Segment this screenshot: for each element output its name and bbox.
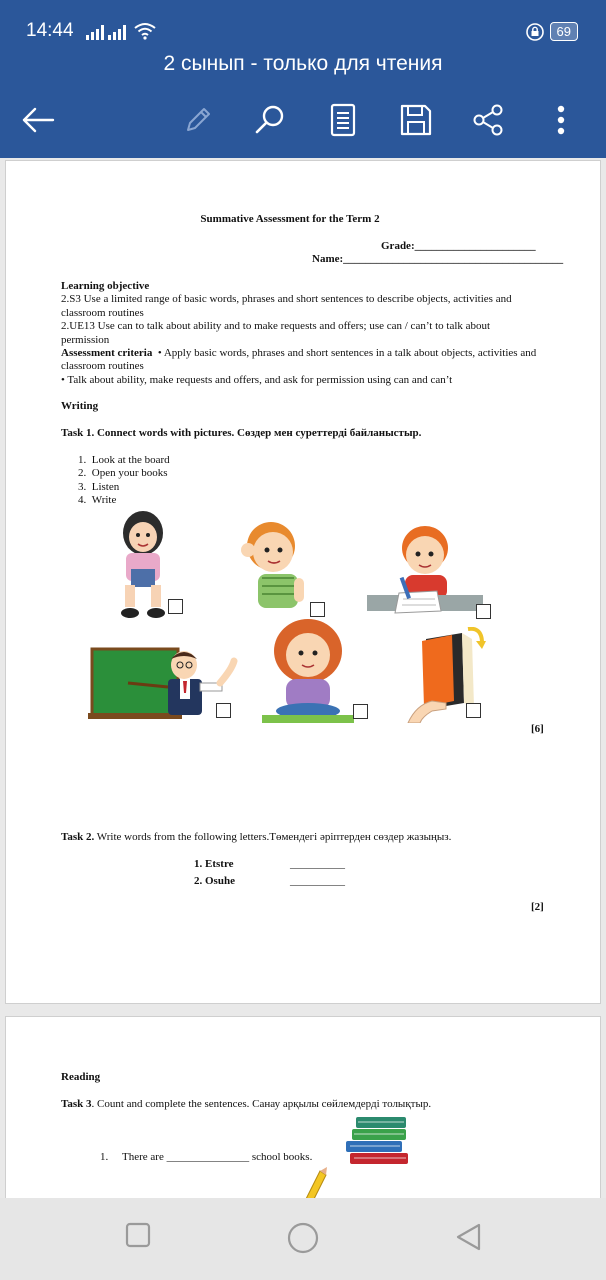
share-icon	[471, 103, 505, 137]
list-item: 2. Open your books	[78, 467, 168, 480]
signal-1-icon	[86, 24, 104, 40]
task2-instruction: Task 2. Write words from the following letters.Төмендегі әріптерден сөздер жазыңыз.	[61, 831, 452, 843]
search-button[interactable]	[248, 98, 292, 142]
status-time: 14:44	[26, 20, 74, 41]
criteria-1: • Apply basic words, phrases and short sentences in a talk about objects, activities and classroom routines	[61, 347, 537, 373]
grade-field	[381, 240, 536, 252]
back-arrow-icon	[21, 106, 55, 134]
task2-item-2: 2. Osuhe	[194, 875, 235, 887]
document-title: 2 сынып - только для чтения	[163, 52, 443, 75]
picture-4-checkbox[interactable]	[216, 703, 231, 718]
back-button[interactable]	[16, 98, 60, 142]
criteria-label: Assessment criteria	[61, 347, 153, 360]
girl-listening-illustration	[260, 619, 356, 723]
boy-listening-illustration	[238, 518, 318, 621]
wifi-icon	[134, 22, 156, 40]
save-button[interactable]	[394, 98, 438, 142]
navigation-bar	[0, 1198, 606, 1280]
battery-indicator: 69	[550, 22, 578, 41]
grade-label: Grade:	[381, 240, 415, 252]
task2-answer-line-2[interactable]: __________	[290, 875, 345, 887]
objectives-block	[61, 280, 541, 387]
objective-2: 2.UE13 Use can to talk about ability and to make requests and offers; use can / can’t to talk about permission	[61, 320, 491, 346]
document-page-2	[5, 1016, 601, 1206]
toolbar	[0, 98, 606, 142]
document-page-1	[5, 160, 601, 1004]
app-header	[0, 0, 606, 158]
list-item: 1. Look at the board	[78, 454, 170, 466]
reading-label: Reading	[61, 1071, 101, 1083]
status-bar	[0, 0, 606, 60]
task2-score: [2]	[531, 901, 544, 913]
grade-line: ______________________	[414, 240, 536, 252]
task3-instruction: Task 3. Count and complete the sentences. Санау арқылы сөйлемдерді толықтыр.	[61, 1098, 432, 1110]
task1-instruction: Task 1. Connect words with pictures. Сөздер мен суреттерді байланыстыр.	[61, 427, 422, 439]
boy-writing-illustration	[365, 521, 485, 621]
picture-2-checkbox[interactable]	[310, 602, 325, 617]
status-right	[526, 22, 578, 41]
more-options-button[interactable]	[539, 98, 583, 142]
task3-answer-line[interactable]: _______________	[166, 1151, 250, 1163]
edit-button[interactable]	[176, 98, 220, 142]
girl-sitting-illustration	[111, 509, 173, 621]
pencil-icon	[182, 104, 214, 136]
criteria-2: • Talk about ability, make requests and offers, and ask for permission using can and can’t	[61, 373, 453, 386]
learning-objective-label: Learning objective	[61, 280, 150, 292]
task2-answer-line-1[interactable]: __________	[290, 858, 345, 870]
assessment-criteria	[61, 347, 541, 374]
list-item: 3. Listen	[78, 480, 120, 493]
picture-5-checkbox[interactable]	[353, 704, 368, 719]
recent-apps-icon[interactable]	[125, 1222, 151, 1248]
share-button[interactable]	[466, 98, 510, 142]
name-line: ________________________________________	[343, 253, 564, 265]
task2-item-1: 1. Etstre	[194, 858, 234, 870]
list-item: 4. Write	[78, 494, 117, 507]
assessment-heading: Summative Assessment for the Term 2	[200, 213, 380, 225]
more-icon	[556, 104, 566, 136]
picture-3-checkbox[interactable]	[476, 604, 491, 619]
name-label: Name:	[312, 253, 344, 265]
books-stack-illustration	[344, 1115, 414, 1167]
save-icon	[399, 103, 433, 137]
writing-label: Writing	[61, 400, 99, 412]
objective-1: 2.S3 Use a limited range of basic words, phrases and short sentences to describe objects, activities and classroom routines	[61, 293, 512, 319]
reading-view-button[interactable]	[321, 98, 365, 142]
search-icon	[253, 103, 287, 137]
lock-icon	[526, 23, 544, 41]
task3-item-1: 1. There are _______________ school books.	[100, 1151, 313, 1163]
signal-2-icon	[108, 24, 126, 40]
reading-view-icon	[330, 103, 356, 137]
home-icon[interactable]	[287, 1222, 319, 1254]
name-field	[312, 253, 563, 265]
picture-1-checkbox[interactable]	[168, 599, 183, 614]
picture-6-checkbox[interactable]	[466, 703, 481, 718]
task1-score: [6]	[531, 723, 544, 735]
task1-list	[78, 454, 170, 508]
back-nav-icon[interactable]	[454, 1222, 482, 1252]
